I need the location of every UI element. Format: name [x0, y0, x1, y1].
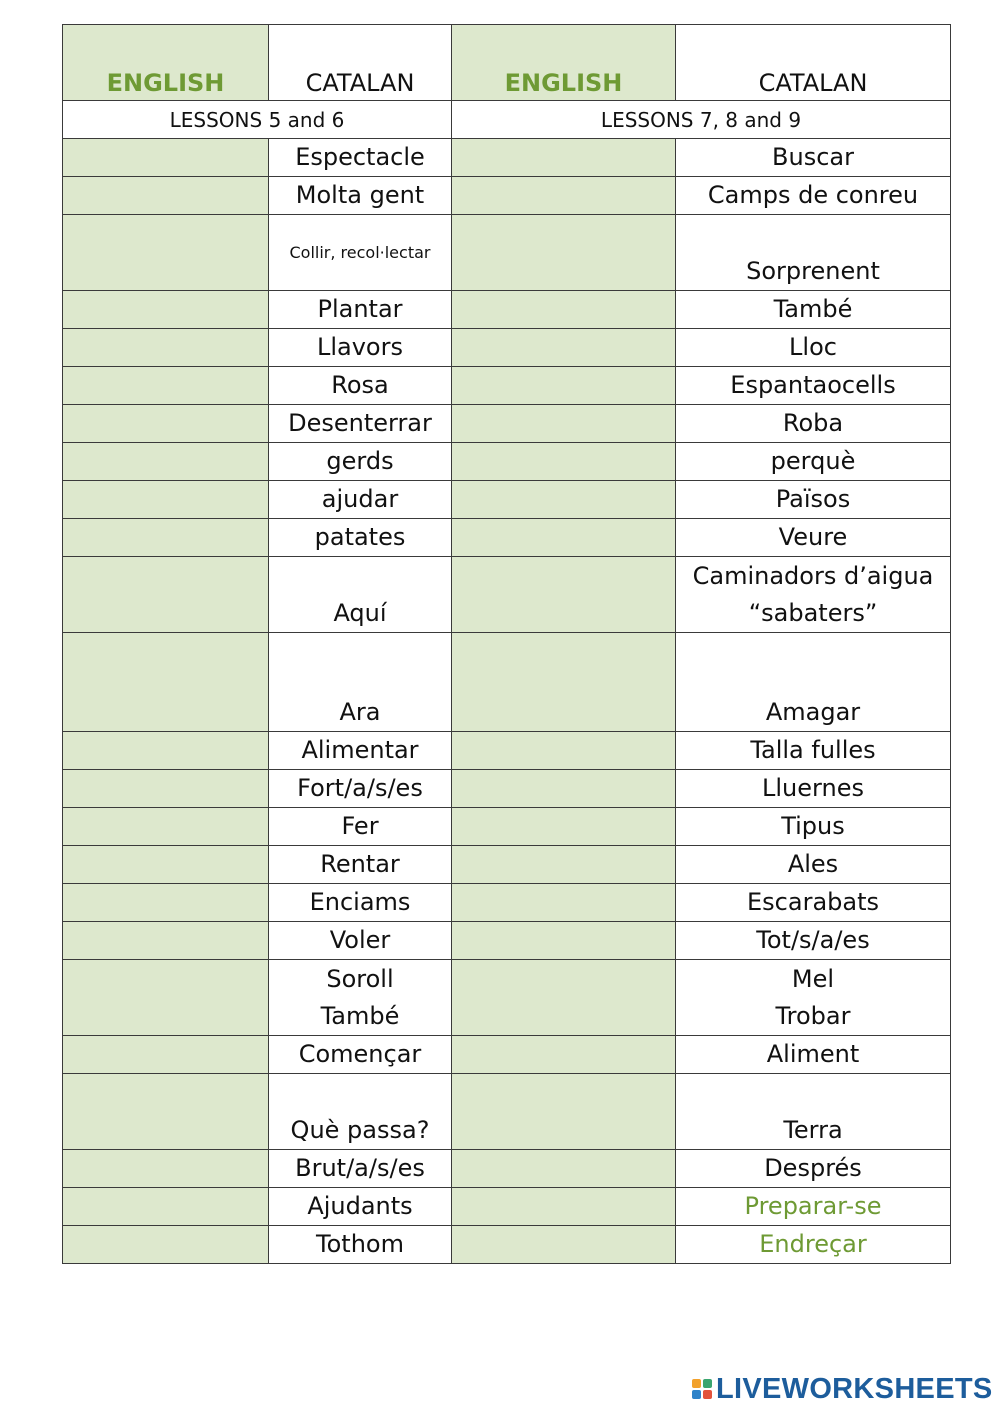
- catalan-word: ajudar: [269, 481, 452, 519]
- catalan-word-line: “sabaters”: [748, 599, 878, 627]
- table-row: [63, 367, 951, 405]
- catalan-word-line: Trobar: [775, 1002, 851, 1030]
- catalan-word: També: [676, 291, 951, 329]
- catalan-word-line: Mel: [791, 965, 835, 993]
- english-answer-field[interactable]: [452, 960, 676, 1036]
- catalan-word: Molta gent: [269, 177, 452, 215]
- catalan-word-line: Soroll: [326, 965, 394, 993]
- english-answer-field[interactable]: [63, 770, 269, 808]
- header-catalan-2: CATALAN: [676, 25, 951, 101]
- catalan-word: Llavors: [269, 329, 452, 367]
- english-answer-field[interactable]: [63, 884, 269, 922]
- english-answer-field[interactable]: [452, 922, 676, 960]
- catalan-word: Talla fulles: [676, 732, 951, 770]
- english-answer-field[interactable]: [452, 1188, 676, 1226]
- catalan-word: Tot/s/a/es: [676, 922, 951, 960]
- english-answer-field[interactable]: [63, 139, 269, 177]
- header-row: [63, 25, 951, 101]
- catalan-word: [676, 557, 951, 633]
- catalan-word-line: Caminadors d’aigua: [692, 562, 934, 590]
- table-row: [63, 1226, 951, 1264]
- lessons-right-label: LESSONS 7, 8 and 9: [452, 101, 951, 139]
- catalan-word: gerds: [269, 443, 452, 481]
- catalan-word: Aliment: [676, 1036, 951, 1074]
- header-english-2: ENGLISH: [452, 25, 676, 101]
- catalan-word-line: També: [320, 1002, 400, 1030]
- english-answer-field[interactable]: [63, 329, 269, 367]
- english-answer-field[interactable]: [63, 443, 269, 481]
- english-answer-field[interactable]: [63, 633, 269, 732]
- catalan-word: Terra: [676, 1074, 951, 1150]
- catalan-word: Fer: [269, 808, 452, 846]
- catalan-word: Ara: [269, 633, 452, 732]
- english-answer-field[interactable]: [452, 770, 676, 808]
- catalan-word: Després: [676, 1150, 951, 1188]
- catalan-word: Alimentar: [269, 732, 452, 770]
- english-answer-field[interactable]: [63, 405, 269, 443]
- catalan-word: [676, 960, 951, 1036]
- catalan-word: Amagar: [676, 633, 951, 732]
- table-row: [63, 808, 951, 846]
- table-row: [63, 1074, 951, 1150]
- catalan-word: Veure: [676, 519, 951, 557]
- liveworksheets-logo: [692, 1374, 993, 1404]
- english-answer-field[interactable]: [63, 215, 269, 291]
- table-row: [63, 922, 951, 960]
- english-answer-field[interactable]: [452, 557, 676, 633]
- liveworksheets-logo-icon: [692, 1379, 712, 1399]
- table-row: [63, 291, 951, 329]
- english-answer-field[interactable]: [452, 1150, 676, 1188]
- english-answer-field[interactable]: [452, 732, 676, 770]
- catalan-word: Tipus: [676, 808, 951, 846]
- table-row: [63, 557, 951, 633]
- table-row: [63, 1150, 951, 1188]
- table-row: [63, 1036, 951, 1074]
- english-answer-field[interactable]: [63, 960, 269, 1036]
- header-english-1: ENGLISH: [63, 25, 269, 101]
- english-answer-field[interactable]: [452, 405, 676, 443]
- catalan-word-text: Collir, recol·lectar: [289, 242, 431, 262]
- english-answer-field[interactable]: [63, 481, 269, 519]
- english-answer-field[interactable]: [63, 732, 269, 770]
- english-answer-field[interactable]: [452, 633, 676, 732]
- catalan-word: [269, 960, 452, 1036]
- table-row: [63, 732, 951, 770]
- english-answer-field[interactable]: [452, 367, 676, 405]
- table-row: [63, 1188, 951, 1226]
- catalan-word: Brut/a/s/es: [269, 1150, 452, 1188]
- english-answer-field[interactable]: [452, 139, 676, 177]
- catalan-word: Lloc: [676, 329, 951, 367]
- catalan-word: Sorprenent: [676, 215, 951, 291]
- catalan-word: Lluernes: [676, 770, 951, 808]
- catalan-word: Roba: [676, 405, 951, 443]
- vocabulary-table: [62, 24, 951, 1264]
- catalan-word: Països: [676, 481, 951, 519]
- table-row: [63, 481, 951, 519]
- english-answer-field[interactable]: [63, 557, 269, 633]
- table-row: [63, 177, 951, 215]
- catalan-word: Aquí: [269, 557, 452, 633]
- english-answer-field[interactable]: [63, 922, 269, 960]
- table-row: [63, 215, 951, 291]
- catalan-word: Ajudants: [269, 1188, 452, 1226]
- table-row: [63, 960, 951, 1036]
- english-answer-field[interactable]: [63, 1150, 269, 1188]
- english-answer-field[interactable]: [63, 1188, 269, 1226]
- english-answer-field[interactable]: [452, 846, 676, 884]
- english-answer-field[interactable]: [63, 1074, 269, 1150]
- lessons-left-label: LESSONS 5 and 6: [63, 101, 452, 139]
- catalan-word: Fort/a/s/es: [269, 770, 452, 808]
- english-answer-field[interactable]: [63, 291, 269, 329]
- english-answer-field[interactable]: [63, 808, 269, 846]
- catalan-word: Camps de conreu: [676, 177, 951, 215]
- english-answer-field[interactable]: [63, 846, 269, 884]
- catalan-word: Escarabats: [676, 884, 951, 922]
- table-row: [63, 633, 951, 732]
- catalan-word: Desenterrar: [269, 405, 452, 443]
- english-answer-field[interactable]: [452, 177, 676, 215]
- table-row: [63, 329, 951, 367]
- english-answer-field[interactable]: [63, 177, 269, 215]
- english-answer-field[interactable]: [452, 291, 676, 329]
- table-row: [63, 846, 951, 884]
- english-answer-field[interactable]: [452, 808, 676, 846]
- catalan-word: Què passa?: [269, 1074, 452, 1150]
- catalan-word: Espectacle: [269, 139, 452, 177]
- english-answer-field[interactable]: [452, 443, 676, 481]
- catalan-word: Rentar: [269, 846, 452, 884]
- table-row: [63, 139, 951, 177]
- english-answer-field[interactable]: [452, 1036, 676, 1074]
- english-answer-field[interactable]: [452, 329, 676, 367]
- english-answer-field[interactable]: [452, 215, 676, 291]
- catalan-word: [269, 215, 452, 291]
- english-answer-field[interactable]: [452, 519, 676, 557]
- english-answer-field[interactable]: [452, 1226, 676, 1264]
- catalan-word: Voler: [269, 922, 452, 960]
- table-row: [63, 884, 951, 922]
- catalan-word: Enciams: [269, 884, 452, 922]
- english-answer-field[interactable]: [63, 1036, 269, 1074]
- header-catalan-1: CATALAN: [269, 25, 452, 101]
- table-row: [63, 770, 951, 808]
- english-answer-field[interactable]: [63, 1226, 269, 1264]
- english-answer-field[interactable]: [63, 519, 269, 557]
- catalan-word-highlighted: Preparar-se: [676, 1188, 951, 1226]
- table-row: [63, 443, 951, 481]
- english-answer-field[interactable]: [63, 367, 269, 405]
- catalan-word: Ales: [676, 846, 951, 884]
- liveworksheets-logo-text: LIVEWORKSHEETS: [716, 1372, 993, 1405]
- catalan-word-highlighted: Endreçar: [676, 1226, 951, 1264]
- catalan-word: Plantar: [269, 291, 452, 329]
- catalan-word: patates: [269, 519, 452, 557]
- english-answer-field[interactable]: [452, 884, 676, 922]
- lessons-row: [63, 101, 951, 139]
- catalan-word: Començar: [269, 1036, 452, 1074]
- table-row: [63, 519, 951, 557]
- catalan-word: Espantaocells: [676, 367, 951, 405]
- catalan-word: perquè: [676, 443, 951, 481]
- table-row: [63, 405, 951, 443]
- english-answer-field[interactable]: [452, 481, 676, 519]
- catalan-word: Tothom: [269, 1226, 452, 1264]
- catalan-word: Rosa: [269, 367, 452, 405]
- catalan-word: Buscar: [676, 139, 951, 177]
- english-answer-field[interactable]: [452, 1074, 676, 1150]
